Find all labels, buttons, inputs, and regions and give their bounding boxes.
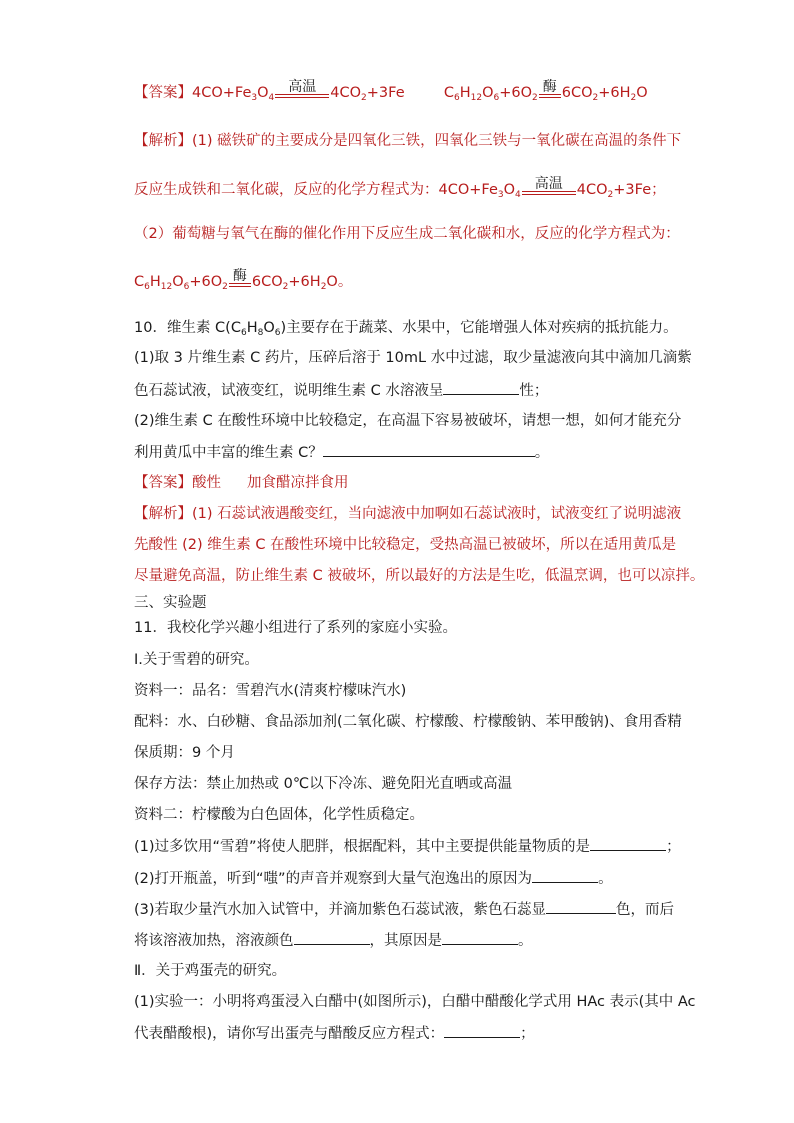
analysis-tag: 【解析】 <box>134 506 192 522</box>
material-line-5: 资料二：柠檬酸为白色固体，化学性质稳定。 <box>134 807 424 823</box>
answer-blank[interactable] <box>442 930 518 945</box>
analysis-tag: 【解析】 <box>134 133 192 149</box>
question-11-sub-2: (2)打开瓶盖，听到“嗤”的声音并观察到大量气泡逸出的原因为 。 <box>134 868 613 889</box>
reaction-condition: 高温 <box>275 80 329 103</box>
question-10-line-5: 利用黄瓜中丰富的维生素 C？ 。 <box>134 442 549 463</box>
answer-blank[interactable] <box>323 442 535 457</box>
question-11-sub-3: (3)若取少量汽水加入试管中，并滴加紫色石蕊试液，紫色石蕊显 色，而后 <box>134 899 674 920</box>
answer-blank[interactable] <box>294 930 370 945</box>
reaction-condition: 高温 <box>522 177 576 200</box>
reaction-condition: 酶 <box>229 269 251 292</box>
answer-blank[interactable] <box>444 1023 520 1038</box>
analysis-10-line-1: 【解析】(1) 石蕊试液遇酸变红，当向滤液中加啊如石蕊试液时，试液变红了说明滤液 <box>134 506 682 522</box>
material-line-2: 配料：水、白砂糖、食品添加剂(二氧化碳、柠檬酸、柠檬酸钠、苯甲酸钠)、食用香精 <box>134 714 682 730</box>
answer-10-line: 【答案】酸性 加食醋凉拌食用 <box>134 475 349 491</box>
answer-1-line: 【答案】$4CO+Fe_3O_4$ 高温 $4CO_2+3Fe$ $C_6H_{12}O_6+6O_2$ 酶 $6CO_2+6H_2O$ <box>134 79 648 103</box>
question-11-part-1: Ⅰ.关于雪碧的研究。 <box>134 652 259 668</box>
analysis-1-line-3: （2）葡萄糖与氧气在酶的催化作用下反应生成二氧化碳和水，反应的化学方程式为： <box>134 226 680 242</box>
question-11-sub-3b: 将该溶液加热，溶液颜色 ，其原因是 。 <box>134 930 533 951</box>
analysis-1-line-1: 【解析】(1) 磁铁矿的主要成分是四氧化三铁，四氧化三铁与一氧化碳在高温的条件下 <box>134 133 682 149</box>
question-10-line-4: (2)维生素 C 在酸性环境中比较稳定，在高温下容易被破坏，请想一想，如何才能充分 <box>134 413 682 429</box>
question-10-line-1: 10．维生素 $C(C_6H_8O_6)$主要存在于蔬菜、水果中，它能增强人体对疾病的抵抗能力。 <box>134 320 678 338</box>
material-line-4: 保存方法：禁止加热或 0℃以下冷冻、避免阳光直晒或高温 <box>134 776 513 792</box>
answer-tag: 【答案】 <box>134 475 192 491</box>
answer-tag: 【答案】 <box>134 85 192 101</box>
question-11-intro: 11．我校化学兴趣小组进行了系列的家庭小实验。 <box>134 620 457 636</box>
material-line-1: 资料一：品名：雪碧汽水(清爽柠檬味汽水) <box>134 683 407 699</box>
answer-blank[interactable] <box>546 899 616 914</box>
answer-blank[interactable] <box>590 836 666 851</box>
question-11-sub-1: (1)过多饮用“雪碧”将使人肥胖，根据配料，其中主要提供能量物质的是 ； <box>134 836 681 857</box>
question-11-part-2: Ⅱ．关于鸡蛋壳的研究。 <box>134 963 287 979</box>
question-10-line-3: 色石蕊试液，试液变红，说明维生素 C 水溶液呈 性； <box>134 380 548 401</box>
answer-blank[interactable] <box>443 380 519 395</box>
experiment-line-2: 代表醋酸根)，请你写出蛋壳与醋酸反应方程式： ； <box>134 1023 535 1044</box>
analysis-1-line-4: $C_6H_{12}O_6+6O_2$ 酶 $6CO_2+6H_2O$。 <box>134 268 353 292</box>
material-line-3: 保质期：9 个月 <box>134 745 235 761</box>
experiment-line-1: (1)实验一：小明将鸡蛋浸入白醋中(如图所示)，白醋中醋酸化学式用 HAc 表示(其中 Ac <box>134 994 696 1010</box>
answer-blank[interactable] <box>532 868 598 883</box>
analysis-10-line-2: 先酸性 (2) 维生素 C 在酸性环境中比较稳定，受热高温已被破坏，所以在适用黄瓜是 <box>134 537 677 553</box>
reaction-condition: 酶 <box>539 80 561 103</box>
analysis-10-line-3: 尽量避免高温，防止维生素 C 被破坏，所以最好的方法是生吃，低温烹调，也可以凉拌。 <box>134 568 705 584</box>
section-heading: 三、实验题 <box>134 595 207 611</box>
question-10-line-2: (1)取 3 片维生素 C 药片，压碎后溶于 10mL 水中过滤，取少量滤液向其中滴加几滴紫 <box>134 350 692 366</box>
analysis-1-line-2: 反应生成铁和二氧化碳，反应的化学方程式为：$4CO+Fe_3O_4$ 高温 $4CO_2+3Fe$； <box>134 176 666 200</box>
